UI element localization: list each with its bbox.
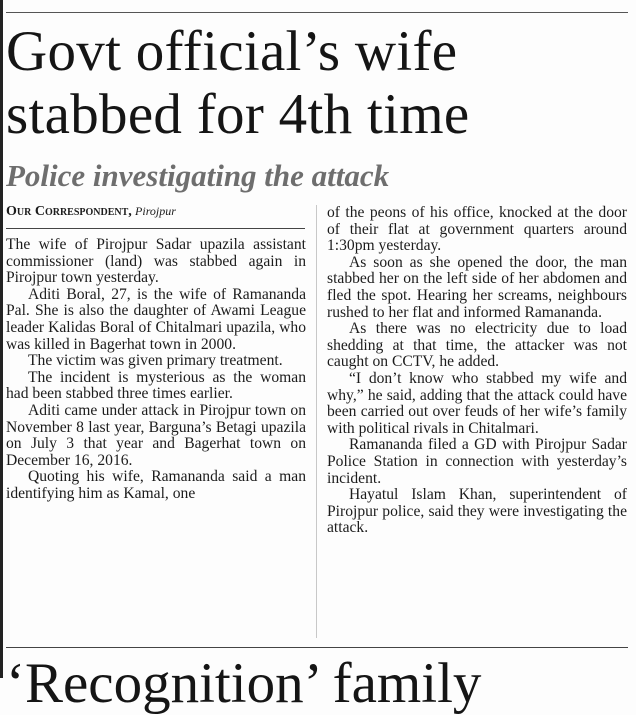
next-article-headline: ‘Recognition’ family — [6, 652, 482, 715]
article-column-2 — [327, 205, 627, 537]
paragraph: As there was no electricity due to load shedding at that time, the attacker was not caught on CCTV, he added. — [327, 320, 627, 371]
paragraph: The wife of Pirojpur Sadar upazila assistant commissioner (land) was stabbed again in Pirojpur town yesterday. — [6, 236, 306, 287]
paragraph: “I don’t know who stabbed my wife and why,” he said, adding that the attack could have been carried out over feuds of her wife’s family with political rivals in Chitalmari. — [327, 369, 627, 437]
paragraph: The victim was given primary treatment. — [28, 352, 283, 370]
subheadline: Police investigating the attack — [6, 158, 390, 193]
article-column-1 — [6, 237, 306, 503]
bottom-rule — [6, 647, 628, 648]
paragraph: As soon as she opened the door, the man stabbed her on the left side of her abdomen and fled the spot. Hearing her screams, neighbours rushed to her flat and informed Ramananda. — [327, 253, 627, 321]
byline-place: Pirojpur — [135, 204, 176, 218]
top-rule — [6, 12, 628, 13]
byline-rule — [6, 228, 305, 229]
byline — [6, 203, 306, 220]
paragraph: Quoting his wife, Ramananda said a man identifying him as Kamal, one — [6, 468, 306, 502]
byline-author: Our Correspondent, — [6, 204, 132, 219]
column-divider — [316, 205, 317, 638]
paragraph: Aditi came under attack in Pirojpur town on November 8 last year, Barguna’s Betagi upazila on July 3 that year and Bagerhat town on December 16, 2016. — [6, 401, 306, 469]
headline-line-2: stabbed for 4th time — [6, 83, 470, 146]
paragraph: of the peons of his office, knocked at the door of their flat at government quarters around 1:30pm yesterday. — [327, 204, 627, 255]
paragraph: Hayatul Islam Khan, superintendent of Pirojpur police, said they were investigating the attack. — [327, 486, 627, 537]
paragraph: Ramananda filed a GD with Pirojpur Sadar Police Station in connection with yesterday’s incident. — [327, 436, 627, 487]
headline — [6, 20, 631, 146]
page-left-edge — [0, 0, 3, 678]
paragraph: The incident is mysterious as the woman had been stabbed three times earlier. — [6, 368, 306, 403]
headline-line-1: Govt official’s wife — [6, 20, 458, 83]
paragraph: Aditi Boral, 27, is the wife of Ramananda Pal. She is also the daughter of Awami League leader Kalidas Boral of Chitalmari upazila, who was killed in Bagerhat town in 2000. — [6, 285, 306, 353]
